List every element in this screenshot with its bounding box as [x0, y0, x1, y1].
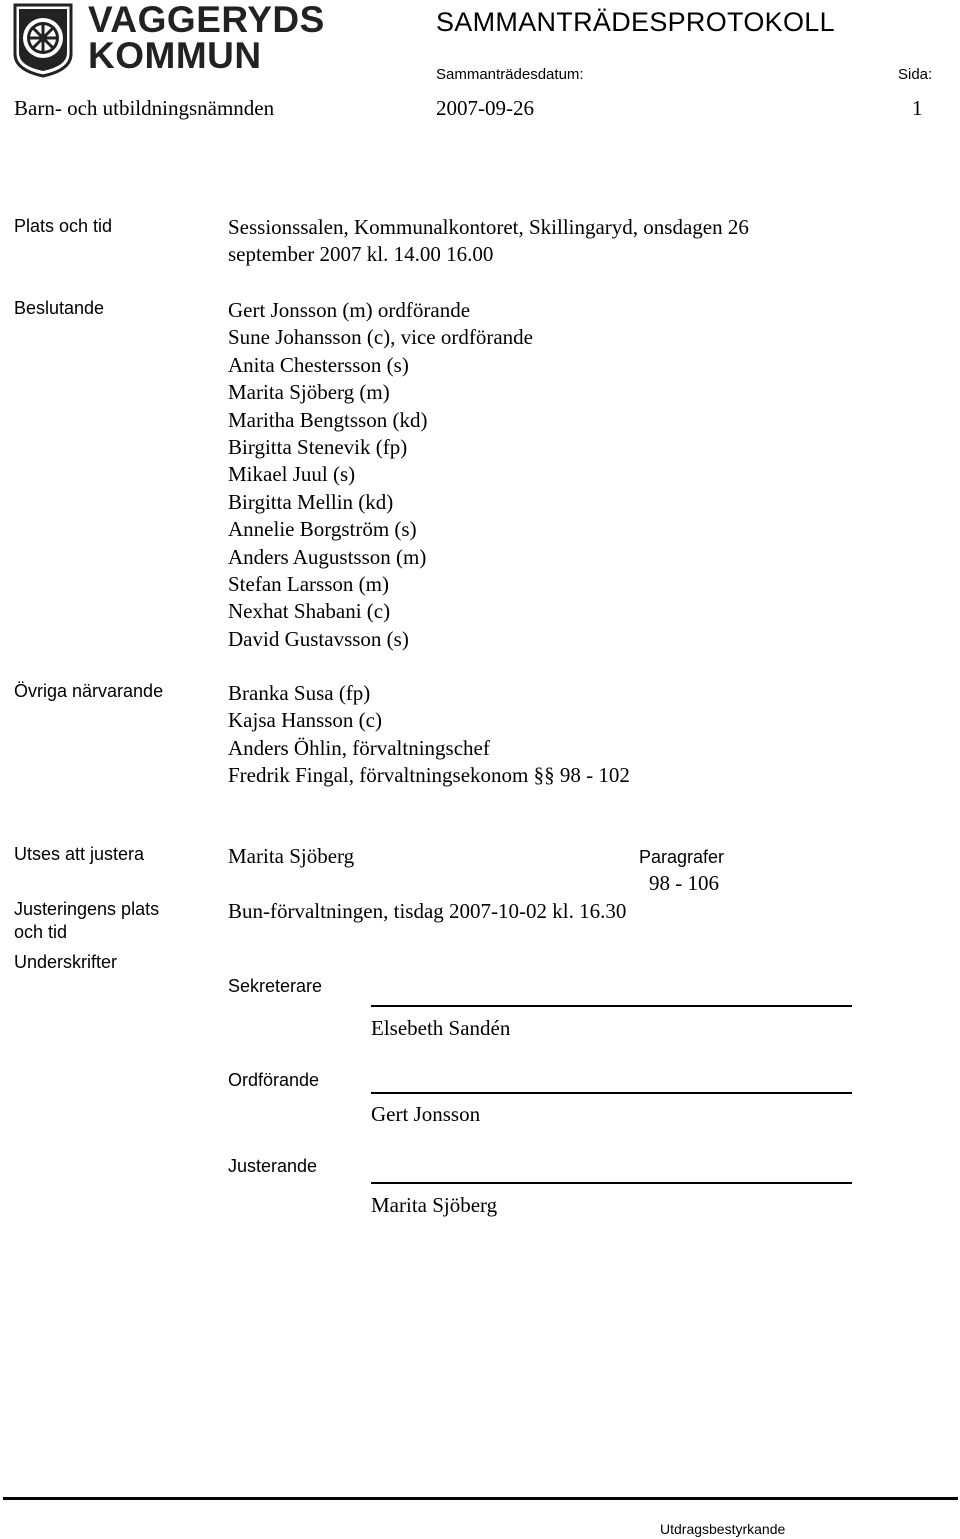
decision-maker-item: Mikael Juul (s): [228, 462, 356, 487]
decision-maker-item: Nexhat Shabani (c): [228, 599, 391, 624]
signature-name-adjuster: Marita Sjöberg: [371, 1193, 498, 1217]
signature-line-secretary: [371, 1005, 852, 1007]
logotype-line-2: KOMMUN: [88, 35, 262, 76]
signatures-label: Underskrifter: [14, 952, 118, 972]
decision-maker-item: Sune Johansson (c), vice ordförande: [228, 325, 533, 350]
signature-role-secretary: Sekreterare: [228, 976, 323, 996]
decision-maker-item: Birgitta Mellin (kd): [228, 489, 394, 514]
decision-makers-list: [228, 297, 533, 653]
others-present-label: Övriga närvarande: [14, 681, 164, 701]
others-present-item: Kajsa Hansson (c): [228, 708, 382, 733]
others-present-item: Branka Susa (fp): [228, 681, 371, 705]
footer-divider: [3, 1497, 958, 1500]
place-time-line-2: september 2007 kl. 14.00 16.00: [228, 242, 494, 267]
appointed-adjuster-label: Utses att justera: [14, 844, 145, 864]
paragraphs-range: 98 - 106: [649, 871, 719, 895]
meeting-date-label: Sammanträdesdatum:: [436, 66, 584, 83]
decision-maker-item: David Gustavsson (s): [228, 626, 409, 651]
others-present-list: [228, 680, 630, 790]
others-present-item: Anders Öhlin, förvaltningschef: [228, 735, 490, 760]
municipality-logotype: [88, 2, 325, 74]
footer-certification-label: Utdragsbestyrkande: [660, 1521, 786, 1537]
place-time-line-1: Sessionssalen, Kommunalkontoret, Skillingaryd, onsdagen 26: [228, 215, 749, 239]
others-present-item: Fredrik Fingal, förvaltningsekonom §§ 98 - 102: [228, 763, 630, 788]
page-number: 1: [912, 96, 923, 120]
page-label: Sida:: [898, 66, 933, 83]
signature-role-chair: Ordförande: [228, 1070, 320, 1090]
adjustment-place-label-line-2: och tid: [14, 922, 68, 942]
adjustment-place-value: Bun-förvaltningen, tisdag 2007-10-02 kl. 16.30: [228, 899, 627, 923]
document-title: SAMMANTRÄDESPROTOKOLL: [436, 7, 835, 37]
decision-maker-item: Annelie Borgström (s): [228, 517, 417, 542]
place-time-label: Plats och tid: [14, 216, 113, 236]
signature-name-secretary: Elsebeth Sandén: [371, 1016, 511, 1040]
signature-line-chair: [371, 1092, 852, 1094]
signature-name-chair: Gert Jonsson: [371, 1102, 481, 1126]
appointed-adjuster-name: Marita Sjöberg: [228, 844, 355, 868]
decision-maker-item: Anita Chestersson (s): [228, 352, 409, 377]
committee-name: Barn- och utbildningsnämnden: [14, 96, 275, 120]
coat-of-arms-logo: [12, 2, 74, 78]
logotype-line-1: VAGGERYDS: [88, 0, 325, 40]
decision-maker-item: Gert Jonsson (m) ordförande: [228, 298, 471, 322]
signature-line-adjuster: [371, 1182, 852, 1184]
decision-makers-label: Beslutande: [14, 298, 105, 318]
adjustment-place-label: [14, 898, 159, 944]
decision-maker-item: Birgitta Stenevik (fp): [228, 435, 408, 460]
decision-maker-item: Anders Augustsson (m): [228, 544, 427, 569]
decision-maker-item: Marita Sjöberg (m): [228, 380, 390, 405]
signature-role-adjuster: Justerande: [228, 1156, 318, 1176]
decision-maker-item: Maritha Bengtsson (kd): [228, 407, 428, 432]
place-time-value: [228, 214, 749, 269]
meeting-date: 2007-09-26: [436, 96, 534, 120]
decision-maker-item: Stefan Larsson (m): [228, 572, 389, 597]
paragraphs-label: Paragrafer: [639, 847, 725, 867]
adjustment-place-label-line-1: Justeringens plats: [14, 899, 160, 919]
